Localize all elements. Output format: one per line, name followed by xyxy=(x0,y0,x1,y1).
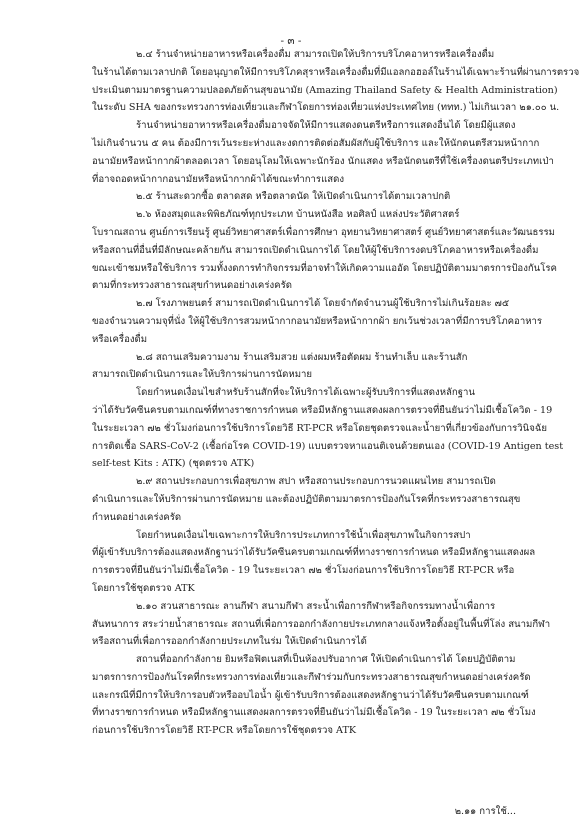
text-line: ที่ทางราชการกำหนด หรือมีหลักฐานแสดงผลการตรวจที่ยืนยันว่าไม่มีเชื้อโควิด - 19 ในระยะเวลา ๗๒ ชั่วโมง xyxy=(92,707,536,719)
text-line: ๒.๙ สถานประกอบการเพื่อสุขภาพ สปา หรือสถานประกอบการนวดแผนไทย สามารถเปิด xyxy=(136,476,496,488)
text-line: และกรณีที่มีการให้บริการอบตัวหรืออบไอน้ำ ผู้เข้ารับบริการต้องแสดงหลักฐานว่าได้รับวัคซีนครบตามเกณฑ์ xyxy=(92,689,529,701)
text-line: self-test Kits : ATK) (ชุดตรวจ ATK) xyxy=(92,458,255,470)
text-line: ๒.๕ ร้านสะดวกซื้อ ตลาดสด หรือตลาดนัด ให้เปิดดำเนินการได้ตามเวลาปกติ xyxy=(136,191,451,203)
text-line: ในร้านได้ตามเวลาปกติ โดยอนุญาตให้มีการบริโภคสุราหรือเครื่องดื่มที่มีแอลกอฮอล์ในร้านได้เฉพาะร้านที่ผ่านการตรวจ xyxy=(92,66,580,78)
text-line: ก่อนการใช้บริการโดยวิธี RT-PCR หรือโดยการใช้ชุดตรวจ ATK xyxy=(92,725,357,737)
text-line: ของจำนวนความจุที่นั่ง ให้ผู้ใช้บริการสวมหน้ากากอนามัยหรือหน้ากากผ้า ยกเว้นช่วงเวลาที่มีการบริโภคอาหาร xyxy=(92,315,543,327)
continuation-note: ๒.๑๑ การใช้... xyxy=(454,806,516,817)
page-number: - ๓ - xyxy=(280,35,302,47)
text-line: โบราณสถาน ศูนย์การเรียนรู้ ศูนย์วิทยาศาสตร์เพื่อการศึกษา อุทยานวิทยาศาสตร์ ศูนย์วิทยาศาสตร์และวัฒนธรรม xyxy=(92,226,556,238)
text-line: หรือเครื่องดื่ม xyxy=(92,333,148,345)
text-line: อนามัยหรือหน้ากากผ้าตลอดเวลา โดยอนุโลมให้เฉพาะนักร้อง นักแสดง หรือนักดนตรีที่ใช้เครื่องดนตรีประเภทเป่า xyxy=(92,155,554,167)
text-line: ในระยะเวลา ๗๒ ชั่วโมงก่อนการใช้บริการโดยวิธี RT-PCR หรือโดยชุดตรวจและน้ำยาที่เกี่ยวข้องกับการวินิจฉัย xyxy=(92,422,547,434)
text-line: ไม่เกินจำนวน ๕ คน ต้องมีการเว้นระยะห่างและงดการติดต่อสัมผัสกับผู้ใช้บริการ และให้นักดนตรีสวมหน้ากาก xyxy=(92,137,540,149)
text-line: หรือสถานที่อื่นที่มีลักษณะคล้ายกัน สามารถเปิดดำเนินการได้ โดยให้ผู้ใช้บริการงดบริโภคอาหารหรือเครื่องดื่ม xyxy=(92,244,539,256)
text-line: หรือสถานที่เพื่อการออกกำลังกายประเภทในร่ม ให้เปิดดำเนินการได้ xyxy=(92,636,367,648)
text-line: มาตรการการป้องกันโรคที่กระทรวงการท่องเที่ยวและกีฬาร่วมกับกระทรวงสาธารณสุขกำหนดอย่างเคร่งครัด xyxy=(92,671,531,683)
text-line: ๒.๘ สถานเสริมความงาม ร้านเสริมสวย แต่งผมหรือตัดผม ร้านทำเล็บ และร้านสัก xyxy=(136,351,468,363)
text-line: การตรวจที่ยืนยันว่าไม่มีเชื้อโควิด - 19 ในระยะเวลา ๗๒ ชั่วโมงก่อนการใช้บริการโดยวิธี RT-PCR หรือ xyxy=(92,565,515,577)
text-line: ๒.๑๐ สวนสาธารณะ ลานกีฬา สนามกีฬา สระน้ำเพื่อการกีฬาหรือกิจกรรมทางน้ำเพื่อการ xyxy=(136,600,496,612)
text-line: สันทนาการ สระว่ายน้ำสาธารณะ สถานที่เพื่อการออกกำลังกายประเภทกลางแจ้งหรือตั้งอยู่ในพื้นที่โล่ง สนามกีฬา xyxy=(92,618,551,630)
text-line: การติดเชื้อ SARS-CoV-2 (เชื้อก่อโรค COVID-19) แบบตรวจหาแอนติเจนด้วยตนเอง (COVID-19 Antigen test xyxy=(92,440,564,452)
text-line: สามารถเปิดดำเนินการและให้บริการผ่านการนัดหมาย xyxy=(92,369,313,381)
text-line: โดยการใช้ชุดตรวจ ATK xyxy=(92,582,195,594)
text-line: ขณะเข้าชมหรือใช้บริการ รวมทั้งงดการทำกิจกรรมที่อาจทำให้เกิดความแออัด โดยปฏิบัติตามมาตรการป้องกันโรค xyxy=(92,262,557,274)
text-line: ที่อาจถอดหน้ากากอนามัยหรือหน้ากากผ้าได้ขณะทำการแสดง xyxy=(92,173,345,185)
text-line: โดยกำหนดเงื่อนไขเฉพาะการให้บริการประเภทการใช้น้ำเพื่อสุขภาพในกิจการสปา xyxy=(136,529,471,541)
text-line: สถานที่ออกกำลังกาย ยิมหรือฟิตเนสที่เป็นห้องปรับอากาศ ให้เปิดดำเนินการได้ โดยปฏิบัติตาม xyxy=(136,654,516,666)
text-line: โดยกำหนดเงื่อนไขสำหรับร้านสักที่จะให้บริการได้เฉพาะผู้รับบริการที่แสดงหลักฐาน xyxy=(136,387,475,399)
text-line: ดำเนินการและให้บริการผ่านการนัดหมาย และต้องปฏิบัติตามมาตรการป้องกันโรคที่กระทรวงสาธารณสุข xyxy=(92,493,521,505)
text-line: ๒.๔ ร้านจำหน่ายอาหารหรือเครื่องดื่ม สามารถเปิดให้บริการบริโภคอาหารหรือเครื่องดื่ม xyxy=(136,49,495,60)
text-line: ตามที่กระทรวงสาธารณสุขกำหนดอย่างเคร่งครัด xyxy=(92,280,292,292)
text-line: ประเมินตามมาตรฐานความปลอดภัยด้านสุขอนามัย (Amazing Thailand Safety & Health Administration) xyxy=(92,84,558,96)
text-line: ๒.๗ โรงภาพยนตร์ สามารถเปิดดำเนินการได้ โดยจำกัดจำนวนผู้ใช้บริการไม่เกินร้อยละ ๗๕ xyxy=(136,298,510,310)
text-line: ที่ผู้เข้ารับบริการต้องแสดงหลักฐานว่าได้รับวัคซีนครบตามเกณฑ์ที่ทางราชการกำหนด หรือมีหลักฐานแสดงผล xyxy=(92,547,536,559)
text-line: กำหนดอย่างเคร่งครัด xyxy=(92,511,182,523)
text-line: ร้านจำหน่ายอาหารหรือเครื่องดื่มอาจจัดให้มีการแสดงดนตรีหรือการแสดงอื่นได้ โดยมีผู้แสดง xyxy=(136,120,516,132)
document-body xyxy=(92,46,580,740)
text-line: ว่าได้รับวัคซีนครบตามเกณฑ์ที่ทางราชการกำหนด หรือมีหลักฐานแสดงผลการตรวจที่ยืนยันว่าไม่มีเชื้อโควิด - 19 xyxy=(92,404,553,416)
text-line: ในระดับ SHA ของกระทรวงการท่องเที่ยวและกีฬาโดยการท่องเที่ยวแห่งประเทศไทย (ททท.) ไม่เกินเวลา ๒๑.๐๐ น. xyxy=(92,102,560,114)
text-line: ๒.๖ ห้องสมุดและพิพิธภัณฑ์ทุกประเภท บ้านหนังสือ หอศิลป์ แหล่งประวัติศาสตร์ xyxy=(136,209,460,221)
